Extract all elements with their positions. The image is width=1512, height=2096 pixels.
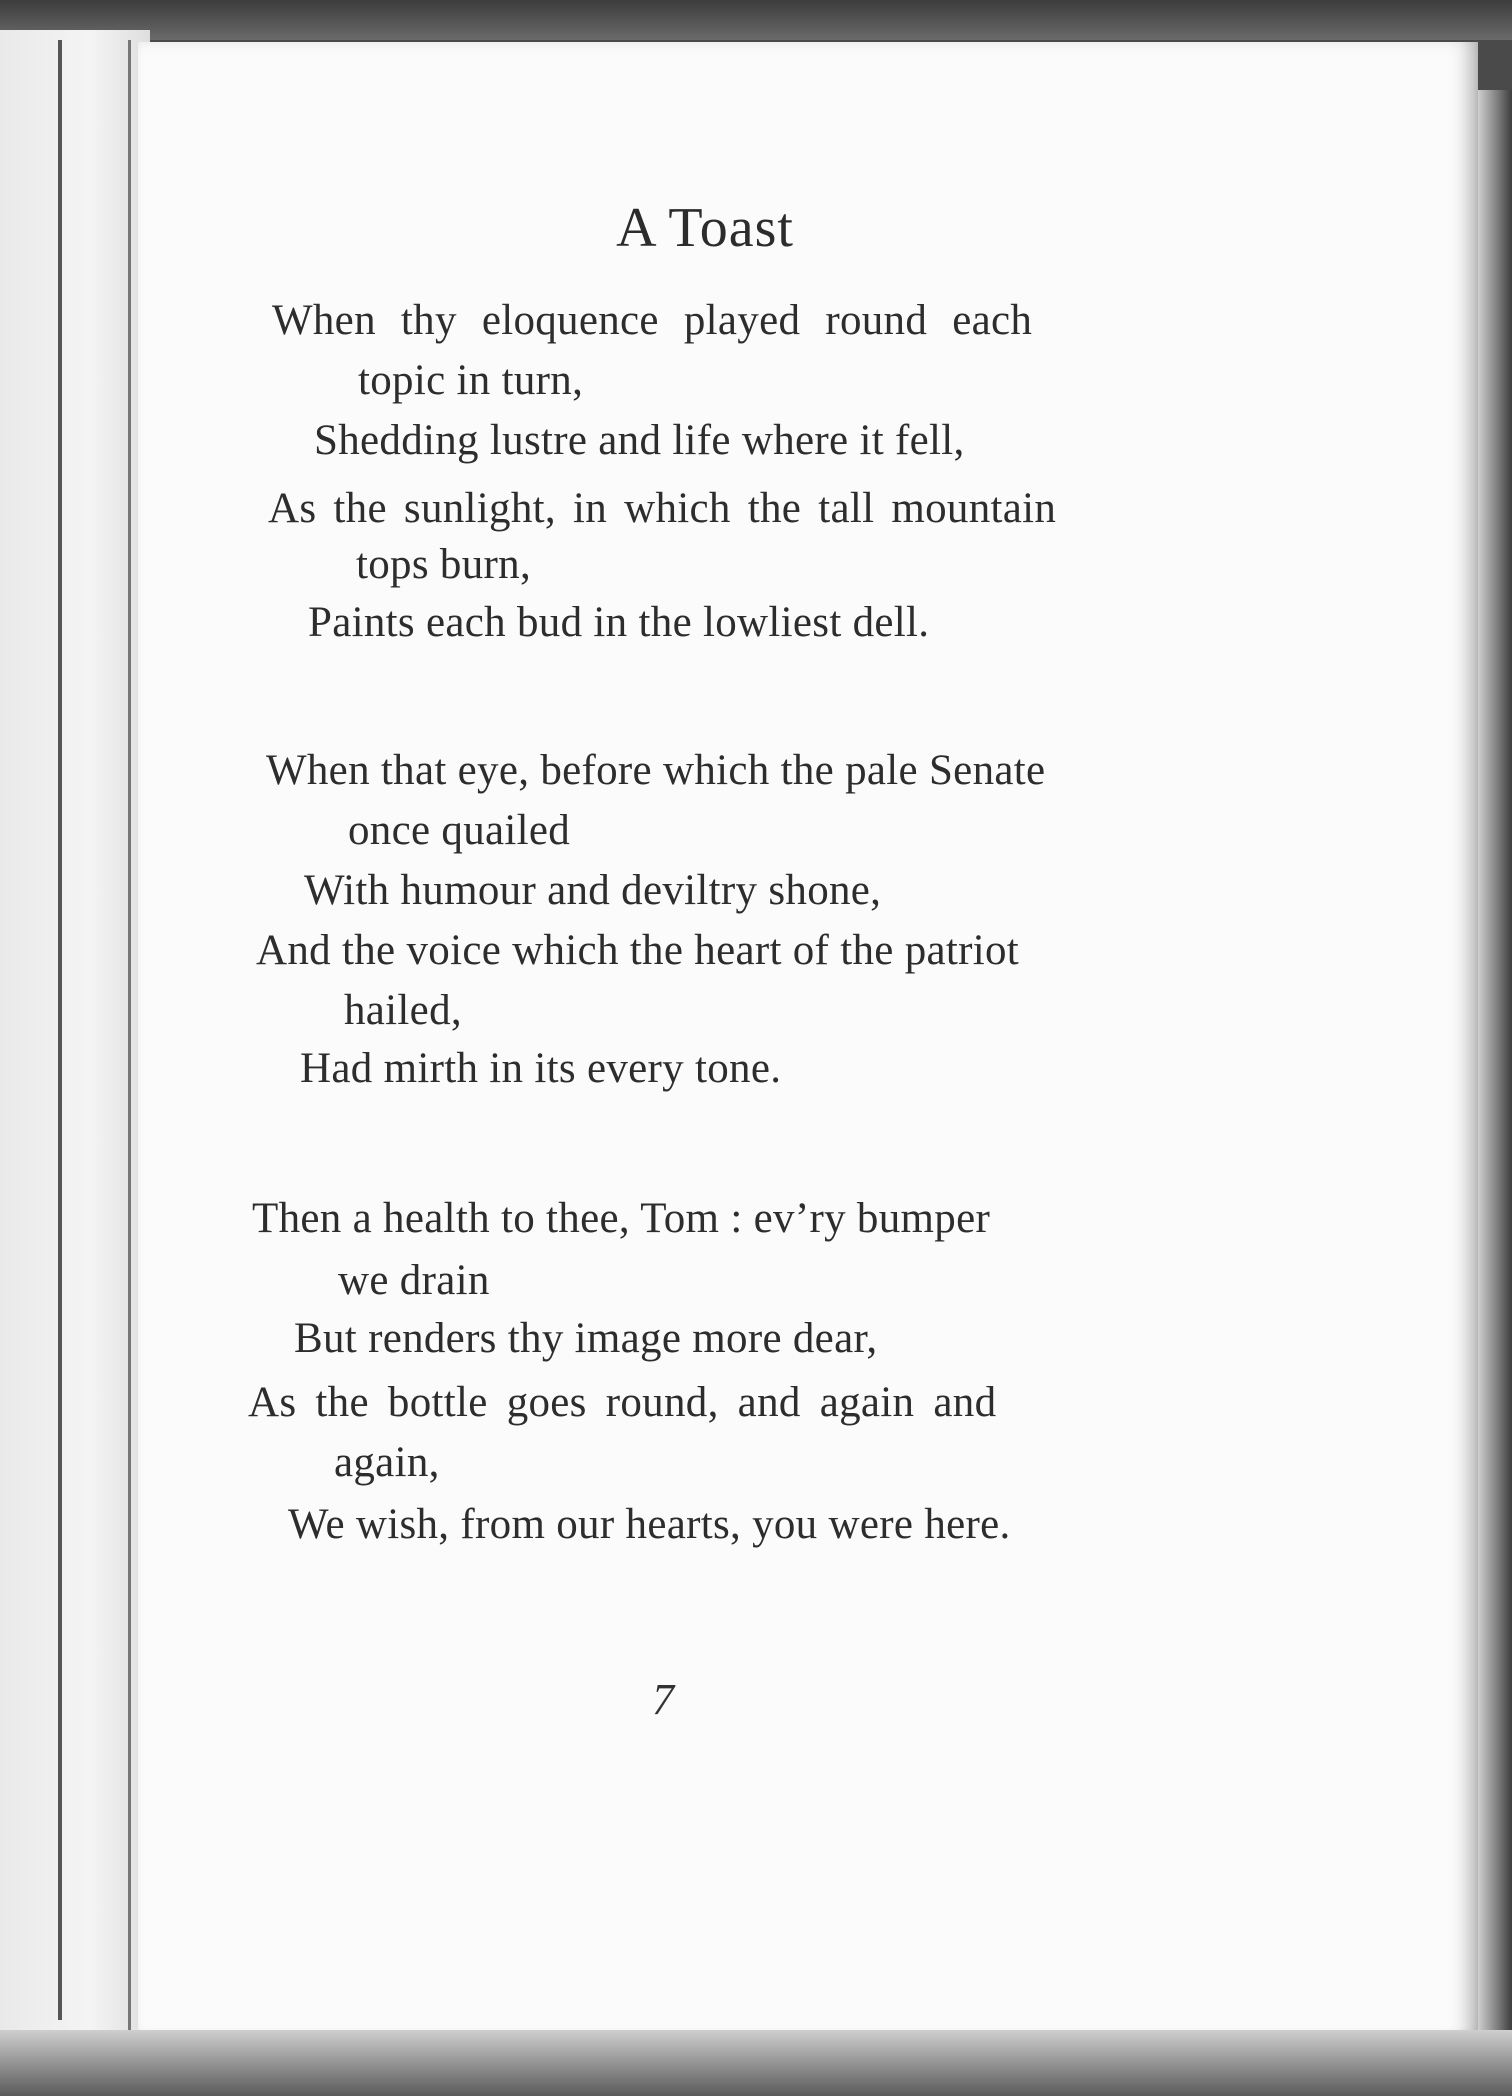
page-right-edge [1478, 90, 1512, 2070]
stanza-line-continuation: tops burn, [356, 541, 531, 588]
stanza-line: As the bottle goes round, and again and [248, 1379, 997, 1426]
gutter-shadow [58, 40, 62, 2020]
stanza-line-continuation: hailed, [344, 987, 462, 1034]
stanza-line-continuation: we drain [338, 1257, 490, 1304]
stanza-line: Paints each bud in the lowliest dell. [308, 599, 930, 646]
book-cover-top-edge [0, 0, 1512, 40]
stanza-line: And the voice which the heart of the patriot [256, 927, 1020, 974]
stanza-line: When thy eloquence played round each [272, 297, 1033, 344]
stanza-line: We wish, from our hearts, you were here. [288, 1501, 1011, 1548]
stanza-line-continuation: once quailed [348, 807, 571, 854]
stanza-line: With humour and deviltry shone, [304, 867, 882, 914]
stanza-line: When that eye, before which the pale Senate [266, 747, 1046, 794]
stanza-line-continuation: topic in turn, [358, 357, 584, 404]
stanza-line: As the sunlight, in which the tall mountain [268, 485, 1057, 532]
stanza-line: Then a health to thee, Tom : ev’ry bumper [252, 1195, 991, 1242]
page-bottom-edge [0, 2030, 1512, 2096]
stanza-line: But renders thy image more dear, [294, 1315, 878, 1362]
page-number: 7 [652, 1675, 674, 1724]
stanza-line: Had mirth in its every tone. [300, 1045, 782, 1092]
gutter-fold [128, 40, 131, 2050]
stanza-line-continuation: again, [334, 1439, 440, 1486]
poem-title: A Toast [616, 197, 794, 259]
stanza-line: Shedding lustre and life where it fell, [314, 417, 965, 464]
